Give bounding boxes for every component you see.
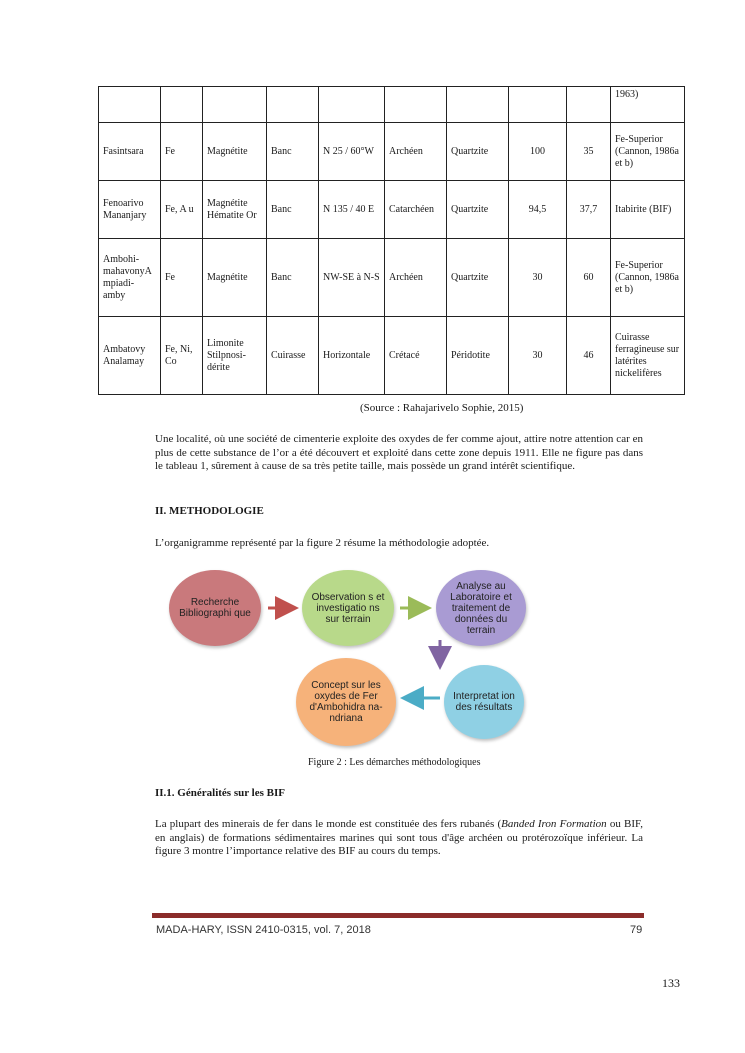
table-cell: Fe, A u [161,181,203,239]
node-observation [302,570,394,646]
table-cell [161,87,203,123]
table-cell: Magnétite [203,123,267,181]
table-cell [447,87,509,123]
table-cell [203,87,267,123]
node-observation-label: Observation s et investigatio ns sur terrain [311,591,385,625]
table-row [99,87,685,123]
table-cell: 1963) [611,87,685,123]
table-cell [385,87,447,123]
table-cell: 94,5 [509,181,567,239]
table-cell: N 25 / 60°W [319,123,385,181]
table-cell: Itabirite (BIF) [611,181,685,239]
table-cell: 37,7 [567,181,611,239]
table-row [99,181,685,239]
paragraph-bif-part2: ou BIF, en anglais) de formations sédimentaires marines qui sont tous d'âge archéen ou protérozoïque inférieur. La figure 3 montre l’importance relative des BIF au cours du temps. [155,818,643,857]
table-cell: Cuirasse ferragineuse sur latérites nickelifères [611,317,685,395]
node-recherche-label: Recherche Bibliographi que [179,597,251,619]
paragraph-bif-part1: La plupart des minerais de fer dans le monde est constituée des fers rubanés ( [155,818,502,830]
footer-page: 79 [630,924,643,936]
table-cell: Quartzite [447,239,509,317]
table-cell: Limonite Stilpnosi-dérite [203,317,267,395]
table-cell: Banc [267,239,319,317]
table-cell: Fe-Superior (Cannon, 1986a et b) [611,239,685,317]
paragraph-bif [155,818,643,859]
table-cell [567,87,611,123]
table-cell: Magnétite Hématite Or [203,181,267,239]
table-row [99,317,685,395]
table-cell: Fe [161,239,203,317]
table-cell: Ambohi-mahavonyA mpiadi-amby [99,239,161,317]
table-cell: Catarchéen [385,181,447,239]
table-cell: Banc [267,181,319,239]
node-analyse-label: Analyse au Laboratoire et traitement de données du terrain [450,580,512,636]
table-cell: 30 [509,317,567,395]
table-cell: N 135 / 40 E [319,181,385,239]
paragraph-bif-italic: Banded Iron Formation [501,818,607,830]
subsection-heading: II.1. Généralités sur les BIF [155,787,285,799]
paragraph-organigram: L’organigramme représenté par la figure 2 résume la méthodologie adoptée. [155,537,490,549]
table-cell: Horizontale [319,317,385,395]
table-cell [319,87,385,123]
table-body [99,87,685,395]
table-cell: Archéen [385,123,447,181]
table-cell [509,87,567,123]
table-cell: Fasintsara [99,123,161,181]
table-cell: 35 [567,123,611,181]
table-cell [99,87,161,123]
footer-journal: MADA-HARY, ISSN 2410-0315, vol. 7, 2018 [156,924,371,936]
table-cell: Ambatovy Analamay [99,317,161,395]
table-cell: Quartzite [447,123,509,181]
paragraph-locality: Une localité, où une société de cimenterie exploite des oxydes de fer comme ajout, attire notre attention car en plus de cette substance de l’or a été découvert et exploité dans cette zone depuis 1911. Elle ne figure pas dans le tableau 1, sûrement à cause de sa très petite taille, mais possède un grand intérêt scientifique. [155,433,643,472]
node-interpretation [444,665,524,739]
table-cell: Quartzite [447,181,509,239]
node-concept-label: Concept sur les oxydes de Fer d'Ambohidra na-ndriana [309,680,383,724]
mineral-table [98,86,685,395]
table-cell: Fe, Ni, Co [161,317,203,395]
table-cell: NW-SE à N-S [319,239,385,317]
table-cell: Péridotite [447,317,509,395]
page-number: 133 [662,976,680,990]
table-cell: 46 [567,317,611,395]
table-source: (Source : Rahajarivelo Sophie, 2015) [360,402,524,414]
table-cell: Archéen [385,239,447,317]
table-cell: Fe [161,123,203,181]
node-analyse [436,570,526,646]
node-concept [296,658,396,746]
table-cell [267,87,319,123]
table-row [99,239,685,317]
figure-caption: Figure 2 : Les démarches méthodologiques [308,757,481,768]
table-cell: Banc [267,123,319,181]
footer-rule [152,913,644,918]
table-cell: Fe-Superior (Cannon, 1986a et b) [611,123,685,181]
table-cell: Magnétite [203,239,267,317]
node-recherche [169,570,261,646]
table-cell: 30 [509,239,567,317]
node-interpretation-label: Interpretat ion des résultats [453,691,515,713]
table-cell: Cuirasse [267,317,319,395]
table-cell: Fenoarivo Mananjary [99,181,161,239]
table-cell: 60 [567,239,611,317]
table-row [99,123,685,181]
section-heading: II. METHODOLOGIE [155,505,264,517]
table-cell: 100 [509,123,567,181]
table-cell: Crétacé [385,317,447,395]
